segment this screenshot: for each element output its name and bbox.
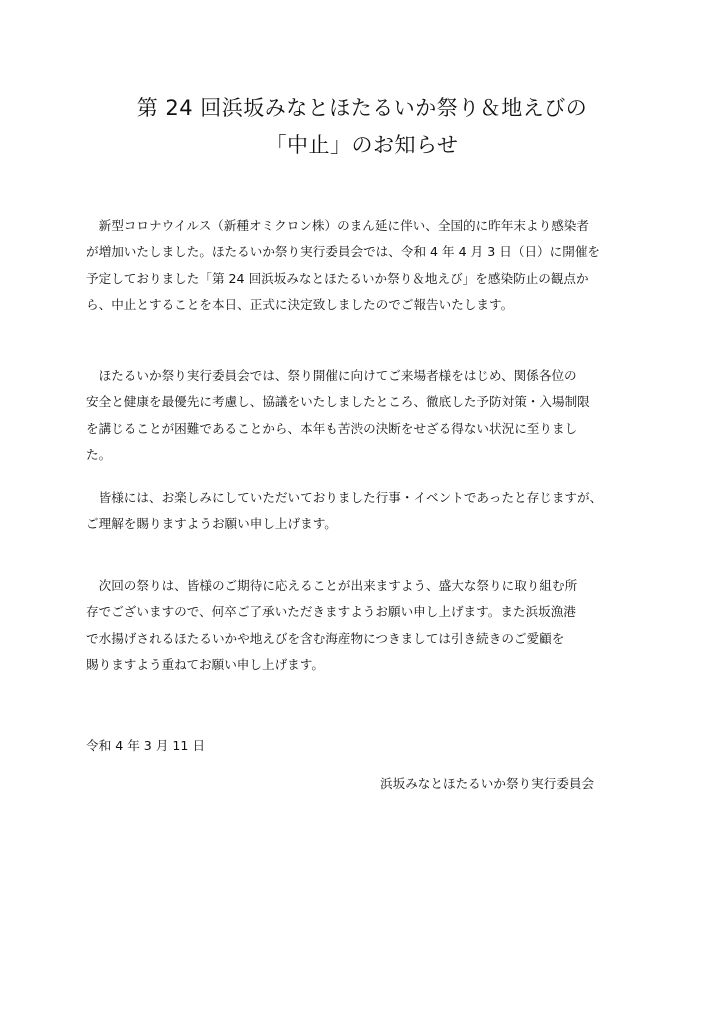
paragraph-line: 安全と健康を最優先に考慮し、協議をいたしましたところ、徹底した予防対策・入場制限 [86,394,590,410]
paragraph-line: ほたるいか祭り実行委員会では、祭り開催に向けてご来場者様をはじめ、関係各位の [86,368,577,383]
paragraph-line: た。 [86,446,112,462]
paragraph-line: が増加いたしました。ほたるいか祭り実行委員会では、令和 4 年 4 月 3 日（日）に開催を [86,244,601,260]
paragraph-line: ご理解を賜りますようお願い申し上げます。 [86,516,337,532]
paragraph-reason [86,363,646,468]
paragraph-line: 新型コロナウイルス（新種オミクロン株）のまん延に伴い、全国的に昨年末より感染者 [86,218,589,233]
paragraph-line: ら、中止とすることを本日、正式に決定致しましたのでご報告いたします。 [86,296,514,312]
notice-title-line1: 第 24 回浜坂みなとほたるいか祭り＆地えびの [136,96,588,120]
paragraph-announcement [86,213,646,318]
paragraph-line: 皆様には、お楽しみにしていただいておりました行事・イベントであったと存じますが、 [86,490,603,505]
paragraph-line: を講じることが困難であることから、本年も苦渋の決断をせざる得ない状況に至りまし [86,420,578,436]
notice-title-line2: 「中止」のお知らせ [265,133,459,157]
paragraph-apology [86,485,646,538]
notice-date: 令和 4 年 3 月 11 日 [86,738,206,753]
paragraph-line: 存でございますので、何卒ご了承いただきますようお願い申し上げます。また浜坂漁港 [86,604,576,620]
paragraph-line: 予定しておりました「第 24 回浜坂みなとほたるいか祭り＆地えび」を感染防止の観点か [86,270,589,286]
paragraph-line: 次回の祭りは、皆様のご期待に応えることが出来ますよう、盛大な祭りに取り組む所 [86,578,578,593]
notice-signature: 浜坂みなとほたるいか祭り実行委員会 [380,776,595,791]
paragraph-line: 賜りますよう重ねてお願い申し上げます。 [86,656,324,672]
paragraph-next-festival [86,573,646,678]
paragraph-line: で水揚げされるほたるいかや地えびを含む海産物につきましては引き続きのご愛顧を [86,630,565,646]
